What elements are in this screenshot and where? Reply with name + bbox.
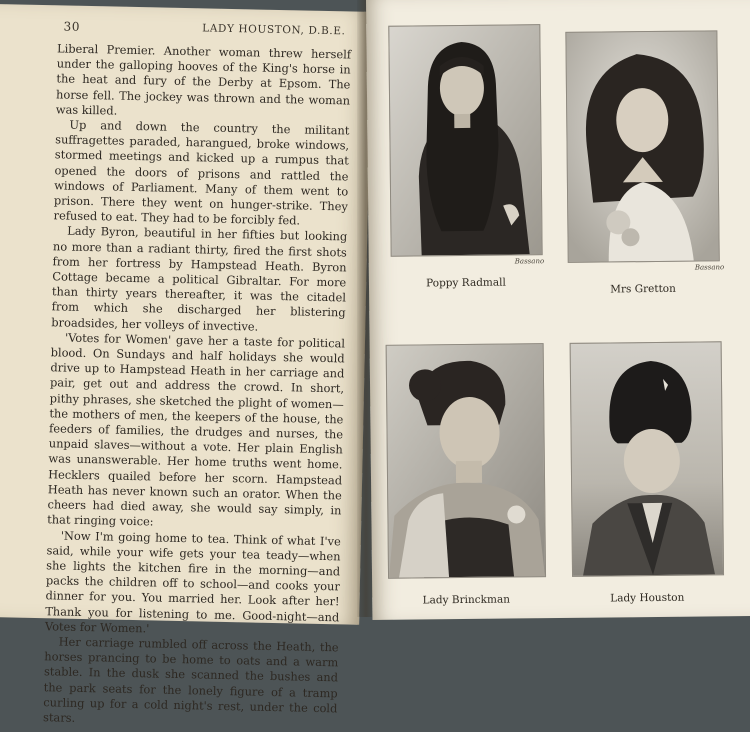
photo-credit: Bassano xyxy=(694,263,725,272)
portrait-caption: Lady Houston xyxy=(610,591,685,605)
photo-credit: Bassano xyxy=(514,257,545,266)
paragraph: Up and down the country the militant suffragettes paraded, harangued, broke windows, stormed meetings and kicked up a rumpus that opened the doors of prisons and rattled the windows of Parliament. Many of them went to prison. There they went on hunger-strike. They refused to eat. They had to be forcibly fed. xyxy=(53,117,350,228)
portrait-image xyxy=(566,31,718,262)
portrait-image xyxy=(571,342,723,576)
page-number: 30 xyxy=(63,19,81,34)
left-page xyxy=(0,4,372,725)
paragraph: 'Votes for Women' gave her a taste for political blood. On Sundays and half holidays she would drive up to Hampstead Heath in her carriage and pair, get out and address the crowd. In short, pithy phrases, she sketched the plight of women—the mothers of men, the keepers of the house, the feeders of families, the drudges and nurses, the unpaid slaves—without a vote. Her plain English was unanswerable. Her home truths went home. Hecklers quailed before her scorn. Hampstead Heath has never known such an orator. When the cheers had died away, she would say simply, in that ringing voice: xyxy=(47,330,346,529)
portrait-caption: Mrs Gretton xyxy=(610,282,676,296)
body-text xyxy=(43,41,351,731)
portrait-caption: Lady Brinckman xyxy=(422,593,511,607)
right-page xyxy=(366,0,750,620)
portrait-photo-lady-brinckman xyxy=(386,343,546,579)
portrait-photo-lady-houston xyxy=(570,341,724,577)
portrait-image xyxy=(389,25,541,256)
portrait-photo-poppy-radmall xyxy=(388,24,542,257)
paragraph: Lady Byron, beautiful in her fifties but looking no more than a radiant thirty, fired the first shots from her fortress by Hampstead Heath. Byron Cottage became a political Gibraltar. For more than thirty years thereafter, it was the citadel from which she discharged her blistering broadsides, her volleys of invective. xyxy=(51,224,348,334)
portrait-caption: Poppy Radmall xyxy=(426,276,506,290)
paragraph: Liberal Premier. Another woman threw herself under the galloping hooves of the King's horse in the heat and fury of the Derby at Epsom. The horse fell. The jockey was thrown and the woman was killed. xyxy=(55,41,352,118)
portrait-photo-mrs-gretton xyxy=(565,30,719,263)
paragraph: 'Now I'm going home to tea. Think of what I've said, while your wife gets your tea teady—when she lights the kitchen fire in the morning—and packs the children off to school—and cooks your dinner for you. You married her. Look after her! Thank you for listening to me. Good-night—and Votes for Women.' xyxy=(44,528,341,636)
page-header xyxy=(63,19,346,38)
running-head: LADY HOUSTON, D.B.E. xyxy=(202,22,346,38)
paragraph: Her carriage rumbled off across the Heath, the horses prancing to be home to oats and a warm stable. In the dusk she scanned the bushes and the park seats for the lonely figure of a tramp curling up for a cold night's rest, under the cold stars. xyxy=(42,634,339,725)
portrait-image xyxy=(387,344,545,578)
